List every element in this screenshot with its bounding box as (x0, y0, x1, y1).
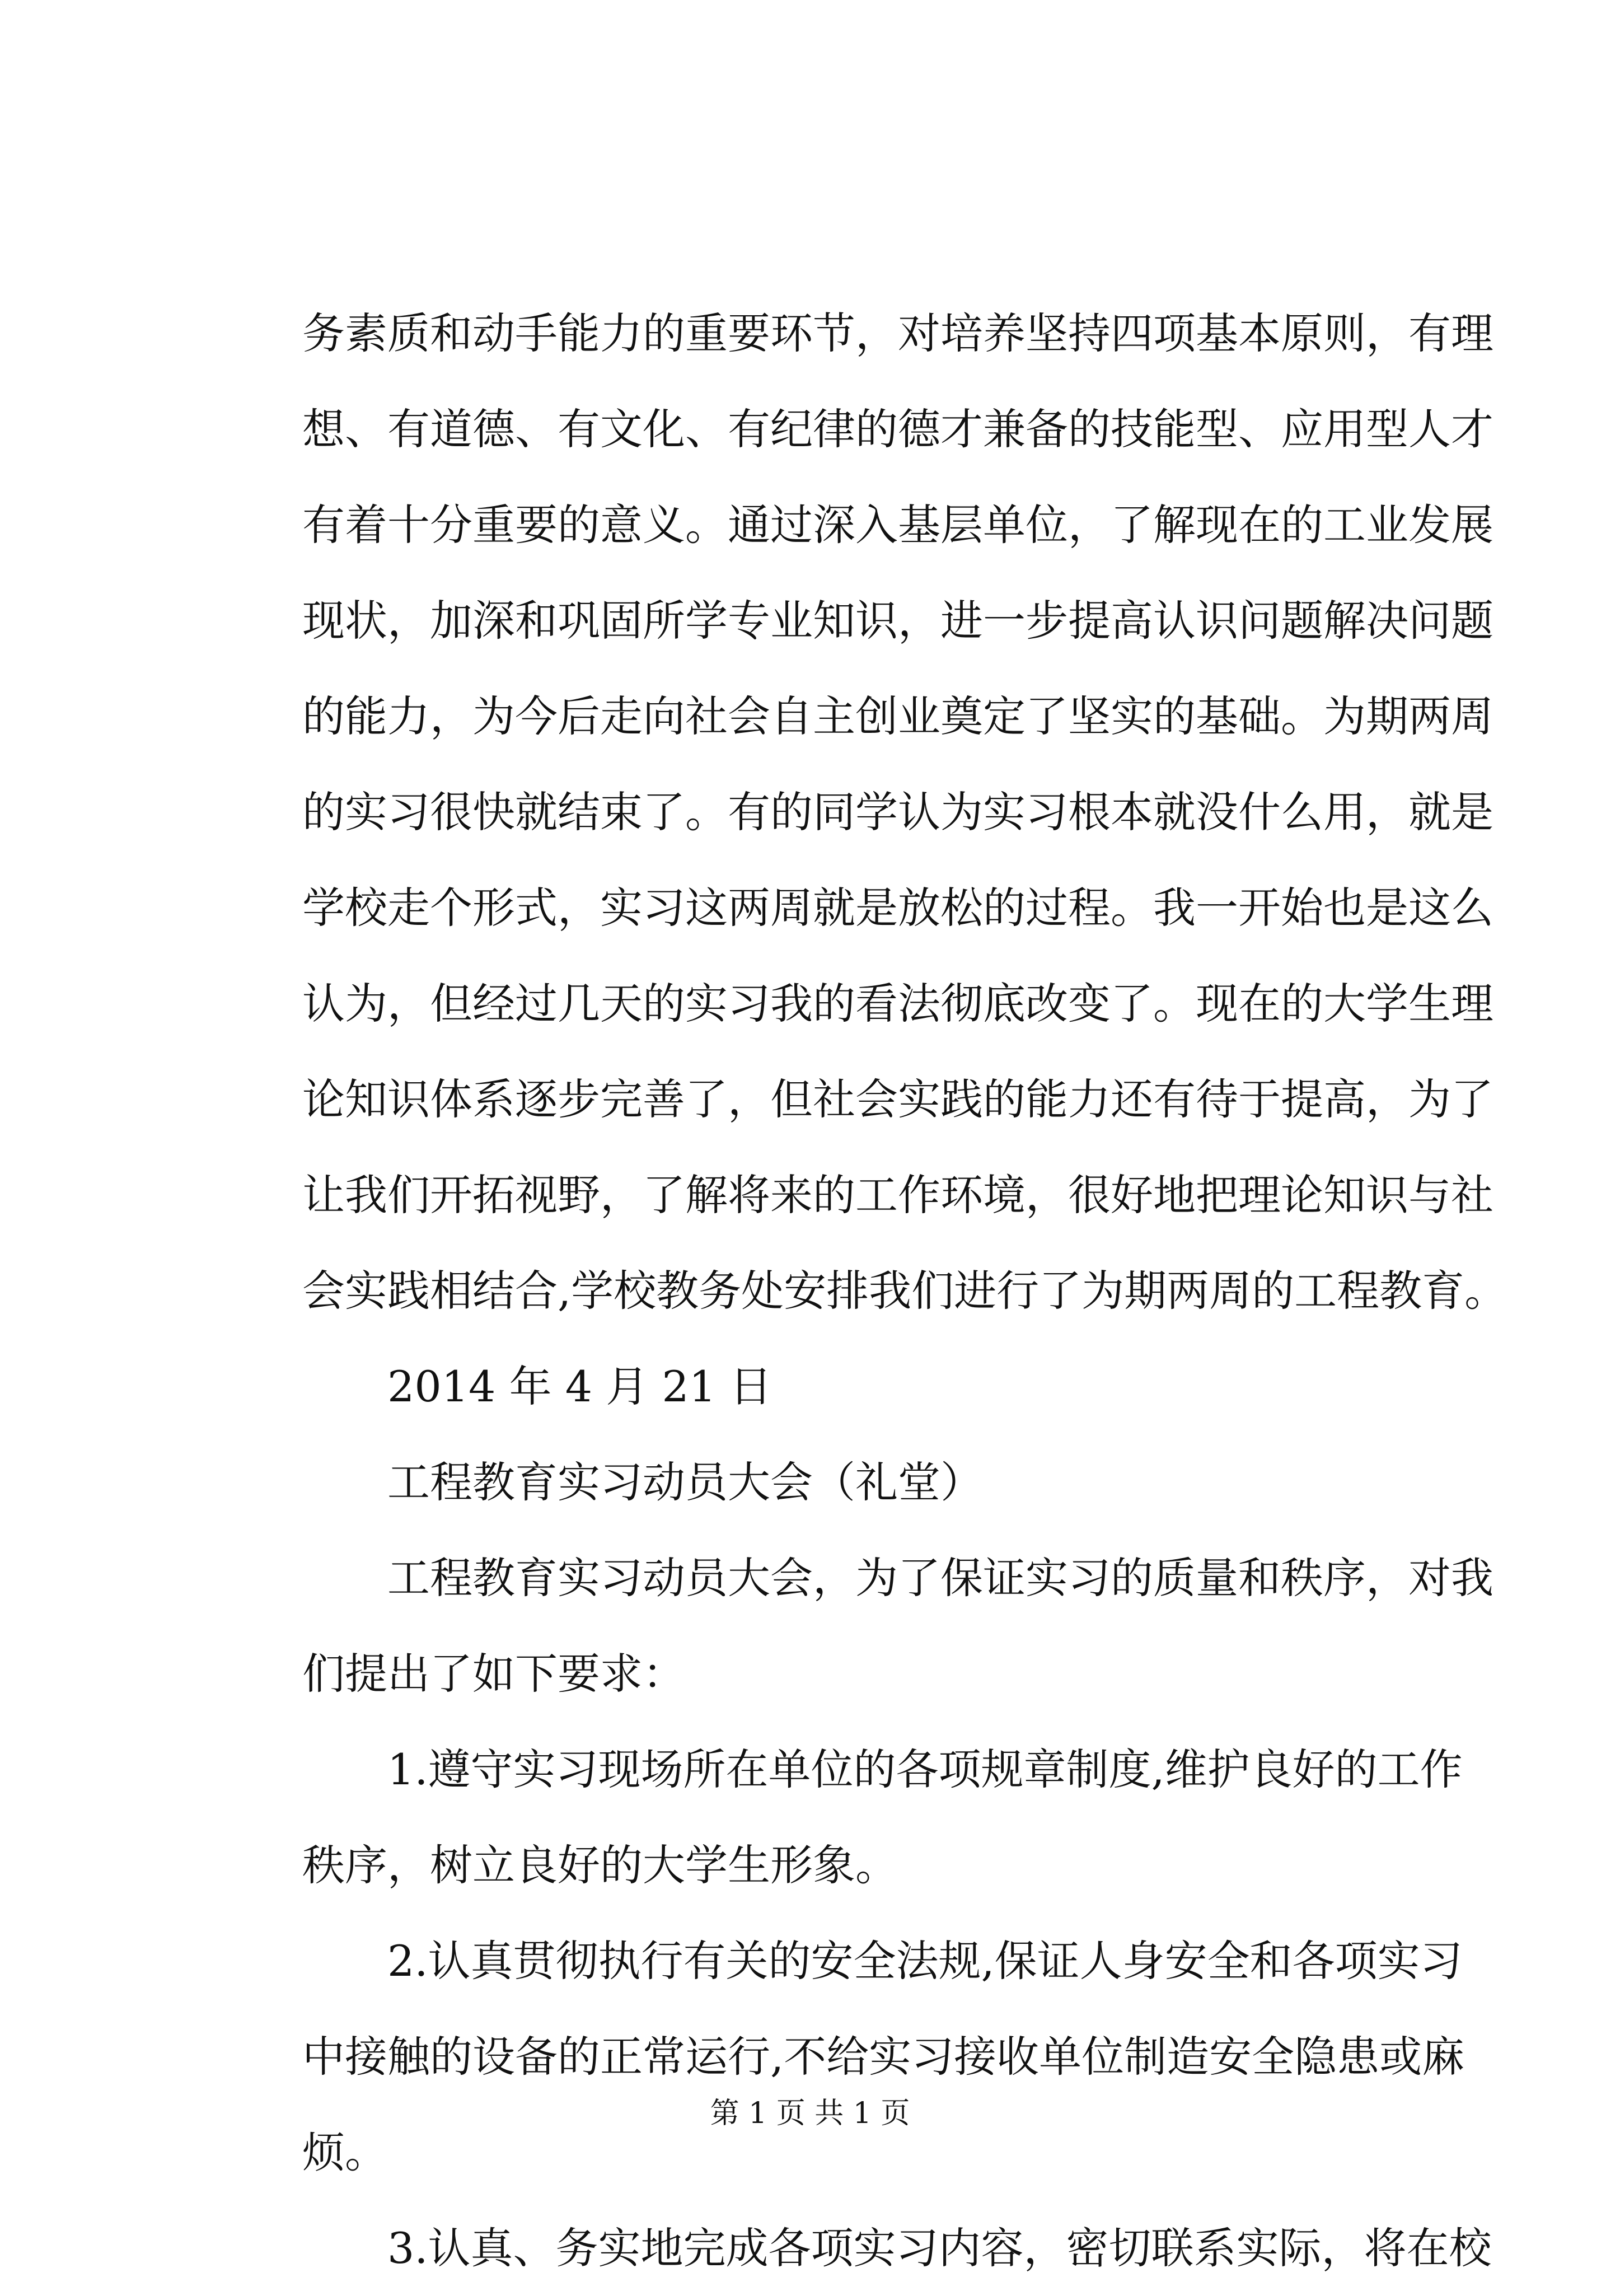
section-heading (302, 1434, 1411, 1530)
body-line: 学校走个形式，实习这两周就是放松的过程。我一开始也是这么 (302, 883, 1493, 933)
list-item-text: 2.认真贯彻执行有关的安全法规,保证人身安全和各项实习 (387, 1936, 1463, 1986)
list-item-1 (302, 1722, 1463, 1817)
body-line: 烦。 (302, 2127, 387, 2177)
date-text: 2014 年 4 月 21 日 (387, 1362, 772, 1411)
body-line: 秩序，树立良好的大学生形象。 (302, 1840, 898, 1890)
list-item-3 (302, 2200, 1492, 2296)
body-line: 的实习很快就结束了。有的同学认为实习根本就没什么用，就是 (302, 787, 1493, 837)
body-line: 论知识体系逐步完善了，但社会实践的能力还有待于提高，为了 (302, 1074, 1493, 1124)
body-line: 认为，但经过几天的实习我的看法彻底改变了。现在的大学生理 (302, 979, 1493, 1028)
list-item-2 (302, 1913, 1463, 2009)
body-line: 会实践相结合,学校教务处安排我们进行了为期两周的工程教育。 (302, 1266, 1507, 1316)
body-line: 有着十分重要的意义。通过深入基层单位，了解现在的工业发展 (302, 500, 1493, 550)
body-line: 的能力，为今后走向社会自主创业奠定了坚实的基础。为期两周 (302, 691, 1493, 741)
document-body (302, 286, 1507, 2296)
body-line: 务素质和动手能力的重要环节，对培养坚持四项基本原则，有理 (302, 308, 1493, 358)
body-line: 想、有道德、有文化、有纪律的德才兼备的技能型、应用型人才 (302, 404, 1493, 454)
date-line (302, 1339, 1411, 1434)
paragraph-text: 工程教育实习动员大会，为了保证实习的质量和秩序，对我 (387, 1553, 1493, 1603)
body-line: 们提出了如下要求： (302, 1649, 685, 1699)
list-item-text: 1.遵守实习现场所在单位的各项规章制度,维护良好的工作 (387, 1745, 1463, 1794)
body-line: 让我们开拓视野，了解将来的工作环境，很好地把理论知识与社 (302, 1170, 1493, 1220)
body-line: 现状，加深和巩固所学专业知识，进一步提高认识问题解决问题 (302, 596, 1493, 646)
paragraph-first-line (302, 1530, 1493, 1626)
section-heading-text: 工程教育实习动员大会（礼堂） (387, 1457, 983, 1507)
body-line: 中接触的设备的正常运行,不给实习接收单位制造安全隐患或麻 (302, 2032, 1465, 2082)
page-footer: 第 1 页 共 1 页 (710, 2097, 910, 2130)
list-item-text: 3.认真、务实地完成各项实习内容，密切联系实际，将在校 (387, 2223, 1492, 2273)
